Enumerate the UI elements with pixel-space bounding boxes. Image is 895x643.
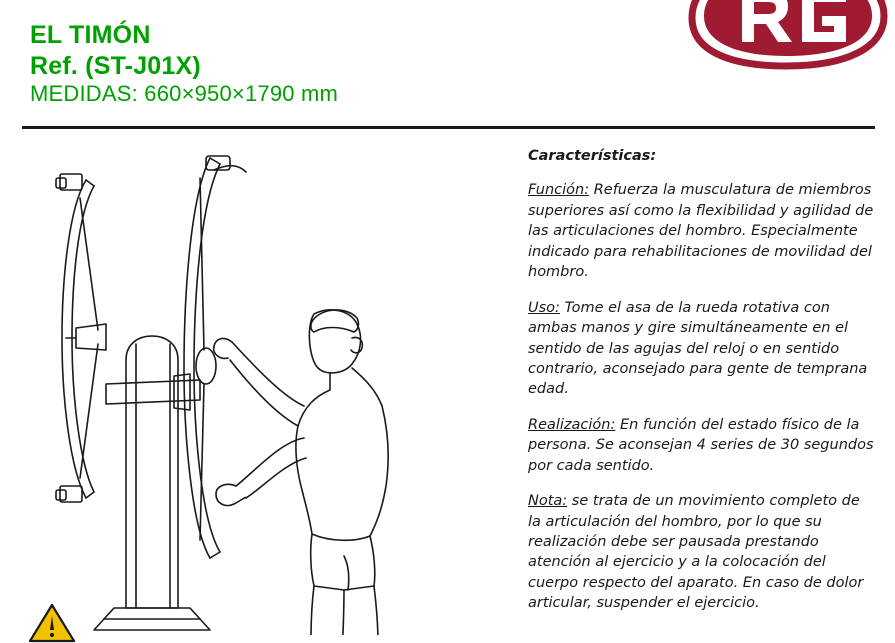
machine-base [94, 608, 210, 630]
page-title [30, 20, 338, 108]
characteristic-body-funcion: Refuerza la musculatura de miembros superiores así como la flexibilidad y agilidad de las articulaciones del hombro. Especialmente indicado para rehabilitaciones de movilidad del hombro. [528, 182, 874, 281]
header-divider [22, 126, 875, 129]
characteristic-lead-realizacion: Realización: [528, 416, 616, 433]
characteristic-body-nota: se trata de un movimiento completo de la articulación del hombro, por lo que su realización debe ser pausada prestando atención al ejercicio y a la colocación del cuerpo respecto del aparato. En caso de dolor articular, suspender el ejercicio. [528, 493, 864, 612]
product-dimensions: MEDIDAS: 660×950×1790 mm [30, 81, 339, 106]
characteristic-lead-nota: Nota: [528, 493, 568, 510]
support-post [106, 336, 200, 608]
characteristics-heading: Características: [528, 148, 657, 164]
product-name: EL TIMÓN [30, 21, 151, 49]
rear-wheel [56, 174, 106, 502]
exercise-machine-illustration [14, 138, 514, 635]
characteristic-lead-funcion: Función: [528, 182, 590, 199]
characteristic-lead-uso: Uso: [528, 299, 560, 316]
front-wheel [184, 156, 246, 558]
page-header [0, 0, 895, 124]
person-figure [214, 310, 392, 635]
warning-triangle-icon [28, 603, 76, 643]
characteristics-section [528, 146, 876, 614]
characteristic-item-realizacion [528, 415, 876, 476]
product-reference: Ref. (ST-J01X) [30, 51, 201, 80]
characteristic-item-nota [528, 491, 876, 614]
characteristic-item-funcion [528, 180, 876, 282]
characteristic-item-uso [528, 298, 876, 400]
characteristic-body-uso: Tome el asa de la rueda rotativa con ambas manos y gire simultáneamente en el sentido de las agujas del reloj o en sentido contrario, aconsejado para gente de temprana edad. [528, 299, 868, 398]
company-logo [680, 0, 895, 72]
characteristic-body-realizacion: En función del estado físico de la persona. Se aconsejan 4 series de 30 segundos por cada sentido. [528, 416, 874, 474]
